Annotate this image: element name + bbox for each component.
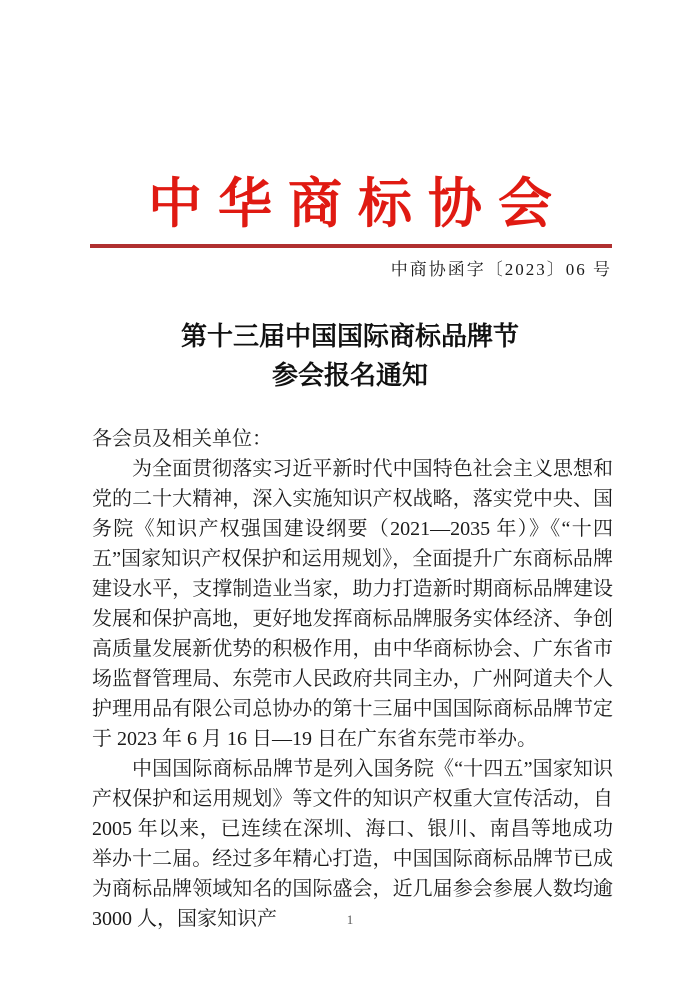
salutation-line: 各会员及相关单位：: [92, 428, 272, 450]
notice-body: [92, 424, 613, 934]
letterhead-divider-rule: [90, 244, 612, 248]
body-paragraph-2: 中国国际商标品牌节是列入国务院《“十四五”国家知识产权保护和运用规划》等文件的知识产权重大宣传活动，自 2005 年以来，已连续在深圳、海口、银川、南昌等地成功举办十二届。经过多年精心打造，中国国际商标品牌节已成为商标品牌领域知名的国际盛会，近几届参会参展人数均逾 3000 人，国家知识产: [92, 758, 613, 930]
body-paragraph-1: 为全面贯彻落实习近平新时代中国特色社会主义思想和党的二十大精神，深入实施知识产权战略，落实党中央、国务院《知识产权强国建设纲要（2021—2035 年）》《“十四五”国家知识产权保护和运用规划》，全面提升广东商标品牌建设水平，支撑制造业当家，助力打造新时期商标品牌建设发展和保护高地，更好地发挥商标品牌服务实体经济、争创高质量发展新优势的积极作用，由中华商标协会、广东省市场监督管理局、东莞市人民政府共同主办，广州阿道夫个人护理用品有限公司总协办的第十三届中国国际商标品牌节定于 2023 年 6 月 16 日—19 日在广东省东莞市举办。: [92, 458, 613, 750]
notice-title-line2: 参会报名通知: [271, 360, 428, 390]
notice-title: [0, 317, 700, 395]
letterhead-org-name: 中华商标协会: [148, 174, 568, 235]
page-number: 1: [346, 912, 354, 927]
notice-title-line1: 第十三届中国国际商标品牌节: [180, 321, 519, 351]
document-reference-number: 中商协函字〔2023〕06 号: [390, 260, 612, 279]
